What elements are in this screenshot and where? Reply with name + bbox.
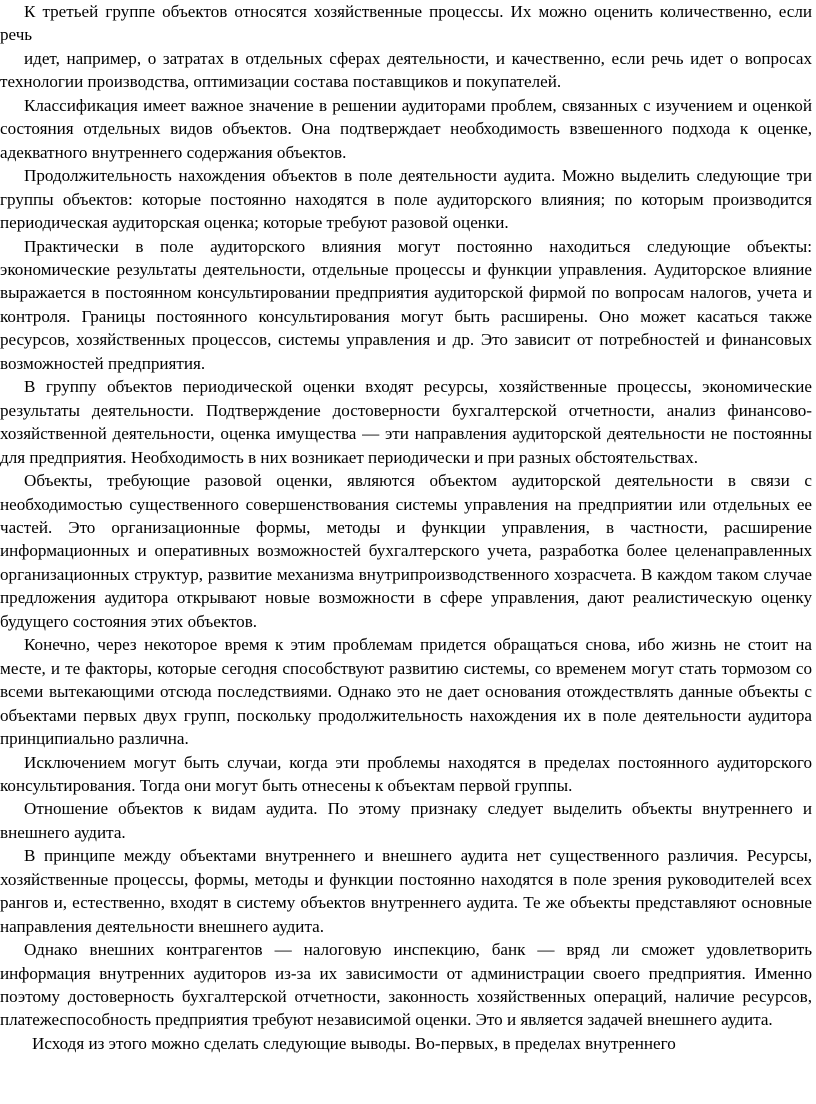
paragraph: Объекты, требующие разовой оценки, являются объектом аудиторской деятельности в связи с необходимостью существенного совершенствования системы управления на предприятии или отдельных ее частей. Это организационные формы, методы и функции управления, в частности, расширение информационных и оперативных возможностей бухгалтерского учета, разработка более целенаправленных организационных структур, развитие механизма внутрипроизводственного хозрасчета. В каждом таком случае предложения аудитора открывают новые возможности в сфере управления, дают реалистическую оценку будущего состояния этих объектов.	[0, 471, 812, 631]
paragraph: Практически в поле аудиторского влияния могут постоянно находиться следующие объекты: экономические результаты деятельности, отдельные процессы и функции управления. Аудиторское влияние выражается в постоянном консультировании предприятия аудиторской фирмой по вопросам налогов, учета и контроля. Границы постоянного консультирования могут быть расширены. Оно может касаться также ресурсов, хозяйственных процессов, системы управления и др. Это зависит от потребностей и финансовых возможностей предприятия.	[0, 236, 812, 373]
paragraph: идет, например, о затратах в отдельных сферах деятельности, и качественно, если речь идет о вопросах технологии производства, оптимизации состава поставщиков и покупателей.	[0, 48, 812, 92]
paragraph: В принципе между объектами внутреннего и внешнего аудита нет существенного различия. Ресурсы, хозяйственные процессы, формы, методы и функции постоянно находятся в поле зрения руководителей всех рангов и, естественно, входят в систему объектов внутреннего аудита. Те же объекты представляют основные направления деятельности внешнего аудита.	[0, 846, 812, 936]
paragraph: Исходя из этого можно сделать следующие выводы. Во-первых, в пределах внутреннего	[32, 1033, 676, 1053]
paragraph: Конечно, через некоторое время к этим проблемам придется обращаться снова, ибо жизнь не стоит на месте, и те факторы, которые сегодня способствуют развитию системы, со временем могут стать тормозом со всеми вытекающими отсюда последствиями. Однако это не дает основания отождествлять данные объекты с объектами первых двух групп, поскольку продолжительность нахождения их в поле деятельности аудитора принципиально различна.	[0, 635, 812, 749]
paragraph: Отношение объектов к видам аудита. По этому признаку следует выделить объекты внутреннего и внешнего аудита.	[0, 799, 812, 842]
paragraph: Классификация имеет важное значение в решении аудиторами проблем, связанных с изучением и оценкой состояния отдельных видов объектов. Она подтверждает необходимость взвешенного подхода к оценке, адекватного внутреннего содержания объектов.	[0, 95, 812, 162]
paragraph: К третьей группе объектов относятся хозяйственные процессы. Их можно оценить количественно, если речь	[0, 2, 812, 45]
paragraph: Продолжительность нахождения объектов в поле деятельности аудита. Можно выделить следующие три группы объектов: которые постоянно находятся в поле аудиторского влияния; по которым производится периодическая аудиторская оценка; которые требуют разовой оценки.	[0, 166, 812, 233]
paragraph: Однако внешних контрагентов — налоговую инспекцию, банк — вряд ли сможет удовлетворить информация внутренних аудиторов из-за их зависимости от администрации своего предприятия. Именно поэтому достоверность бухгалтерской отчетности, законность хозяйственных операций, наличие ресурсов, платежеспособность предприятия требуют независимой оценки. Это и является задачей внешнего аудита.	[0, 940, 812, 1030]
paragraph: В группу объектов периодической оценки входят ресурсы, хозяйственные процессы, экономические результаты деятельности. Подтверждение достоверности бухгалтерской отчетности, анализ финансово-хозяйственной деятельности, оценка имущества — эти направления аудиторской деятельности не постоянны для предприятия. Необходимость в них возникает периодически и при разных обстоятельствах.	[0, 377, 812, 467]
paragraph: Исключением могут быть случаи, когда эти проблемы находятся в пределах постоянного аудиторского консультирования. Тогда они могут быть отнесены к объектам первой группы.	[0, 752, 812, 795]
